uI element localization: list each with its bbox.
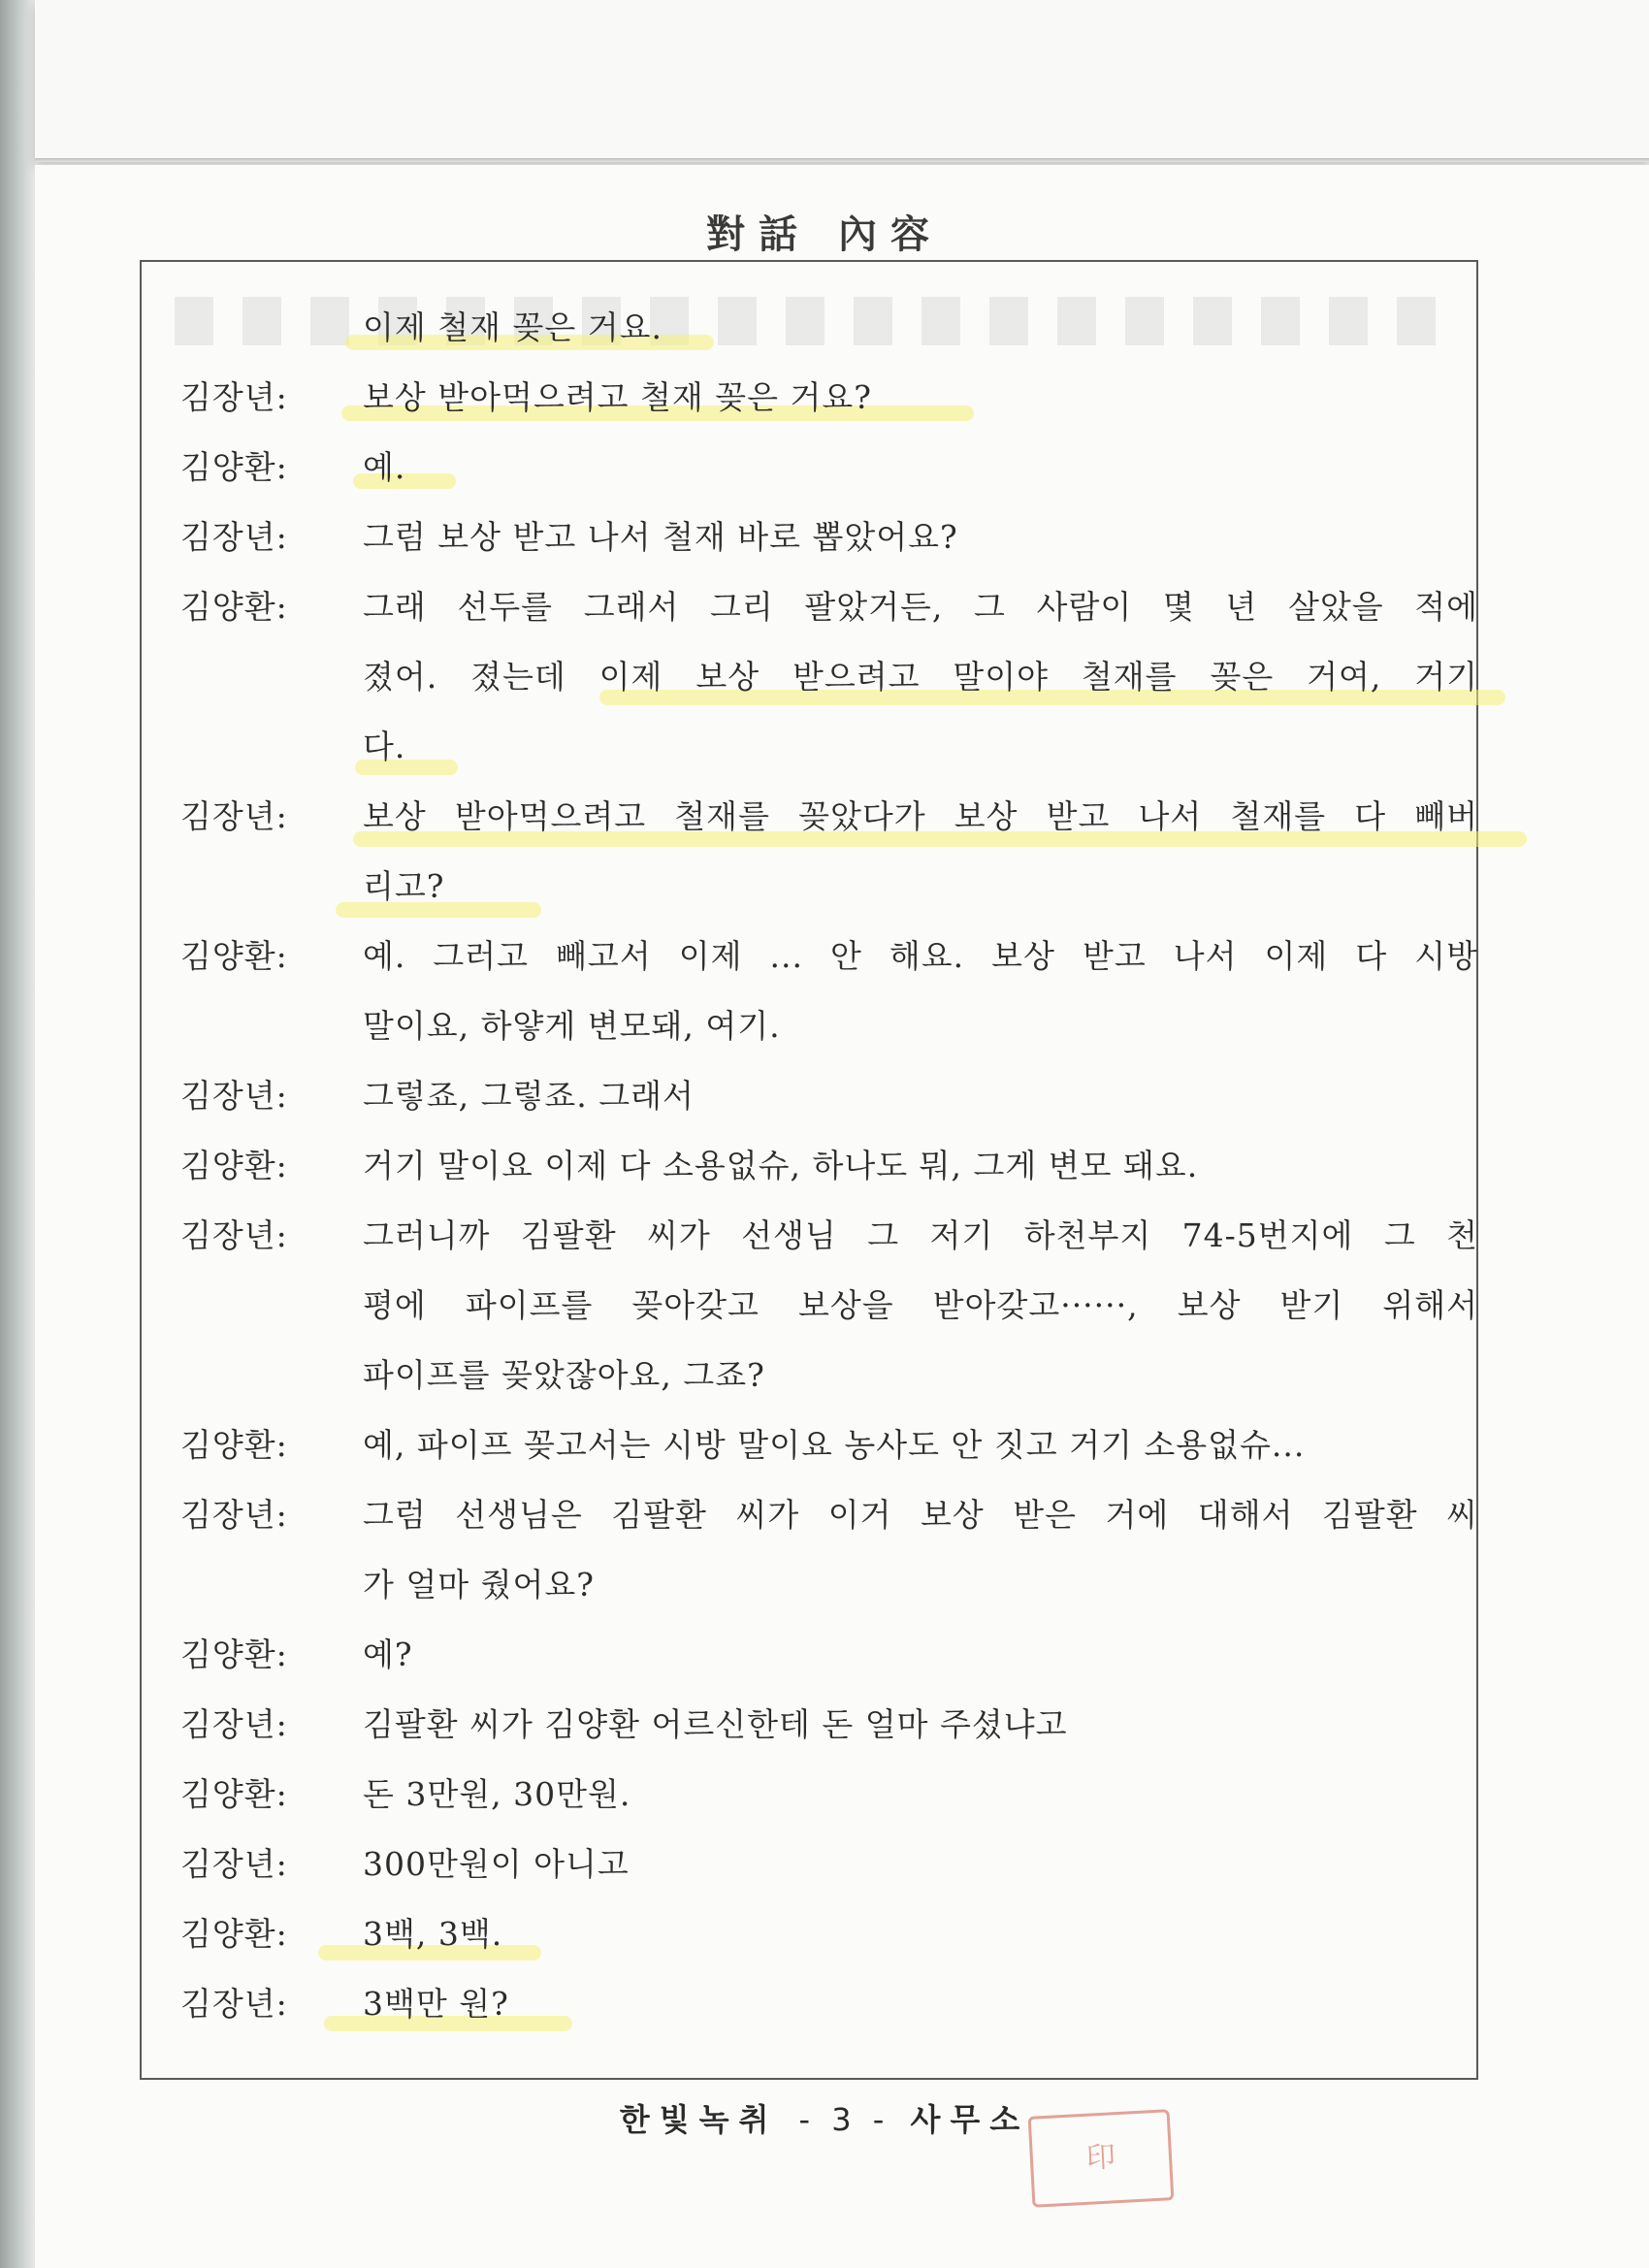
- dialogue-entry: [0, 1211, 1649, 1269]
- dialogue-line: 그럼 선생님은 김팔환 씨가 이거 보상 받은 거에 대해서 김팔환 씨: [363, 1496, 1478, 1534]
- dialogue-entry: [0, 1141, 1649, 1199]
- dialogue-line: 리고?: [363, 867, 445, 905]
- dialogue-line: 그래 선두를 그래서 그리 팔았거든, 그 사람이 몇 년 살았을 적에: [363, 588, 1478, 626]
- dialogue-line: 가 얼마 줬어요?: [363, 1566, 595, 1604]
- dialogue-entry: [0, 1490, 1649, 1548]
- dialogue-line: 예?: [363, 1636, 413, 1673]
- dialogue-entry: [0, 373, 1649, 431]
- speaker-label: 김양환:: [180, 1426, 288, 1464]
- dialogue-line: 이제 철재 꽂은 거요.: [363, 308, 663, 346]
- dialogue-line: 졌어. 졌는데 이제 보상 받으려고 말이야 철재를 꽂은 거여, 거기: [363, 658, 1478, 696]
- speaker-label: 김양환:: [180, 1775, 288, 1813]
- fold-line: [35, 158, 1649, 162]
- dialogue-line: 보상 받아먹으려고 철재 꽂은 거요?: [363, 378, 872, 416]
- speaker-label: 김장년:: [180, 1845, 288, 1883]
- dialogue-entry: [0, 512, 1649, 570]
- dialogue-entry: [0, 1700, 1649, 1758]
- dialogue-entry: [0, 1979, 1649, 2037]
- dialogue-entry: [0, 1769, 1649, 1828]
- speaker-label: 김양환:: [180, 448, 288, 486]
- dialogue-entry: [0, 1839, 1649, 1897]
- speaker-label: 김장년:: [180, 797, 288, 835]
- speaker-label: 김양환:: [180, 1636, 288, 1673]
- speaker-label: 김장년:: [180, 518, 288, 556]
- dialogue-line: 3백만 원?: [363, 1985, 509, 2023]
- page-footer: [0, 2095, 1649, 2140]
- dialogue-entry: [0, 1420, 1649, 1478]
- dialogue-entry: [0, 1071, 1649, 1129]
- dialogue-line: 그럼 보상 받고 나서 철재 바로 뽑았어요?: [363, 518, 958, 556]
- dialogue-line: 파이프를 꽂았잖아요, 그죠?: [363, 1356, 765, 1394]
- folded-top-sheet: [35, 0, 1649, 160]
- footer-office-name: 한빛녹취: [619, 2101, 779, 2138]
- dialogue-entry: [0, 792, 1649, 850]
- dialogue-line: 거기 말이요 이제 다 소용없슈, 하나도 뭐, 그게 변모 돼요.: [363, 1147, 1199, 1184]
- dialogue-continuation: [0, 1350, 1649, 1409]
- speaker-label: 김장년:: [180, 1985, 288, 2023]
- footer-office-suffix: 사무소: [910, 2101, 1030, 2138]
- speaker-label: 김장년:: [180, 1496, 288, 1534]
- dialogue-entry: [0, 1909, 1649, 1967]
- speaker-label: 김장년:: [180, 1216, 288, 1254]
- dialogue-continuation: [0, 861, 1649, 920]
- dialogue-line: 말이요, 하얗게 변모돼, 여기.: [363, 1007, 781, 1045]
- dialogue-continuation: [0, 722, 1649, 780]
- dialogue-line: 그러니까 김팔환 씨가 선생님 그 저기 하천부지 74-5번지에 그 천: [363, 1216, 1478, 1254]
- speaker-label: 김장년:: [180, 1705, 288, 1743]
- speaker-label: 김양환:: [180, 1147, 288, 1184]
- seal-stamp: 印: [1028, 2109, 1175, 2208]
- dialogue-entry: [0, 1630, 1649, 1688]
- dialogue-line: 보상 받아먹으려고 철재를 꽂았다가 보상 받고 나서 철재를 다 빼버: [363, 797, 1478, 835]
- dialogue-line: 예.: [363, 448, 406, 486]
- dialogue-line: 돈 3만원, 30만원.: [363, 1775, 631, 1813]
- dialogue-line: 3백, 3백.: [363, 1915, 503, 1953]
- dialogue-continuation: [0, 652, 1649, 710]
- dialogue-entry: [0, 442, 1649, 501]
- dialogue-continuation: [0, 1560, 1649, 1618]
- dialogue-line: 예. 그러고 빼고서 이제 ... 안 해요. 보상 받고 나서 이제 다 시방: [363, 937, 1478, 975]
- dialogue-line: 300만원이 아니고: [363, 1845, 630, 1883]
- speaker-label: 김양환:: [180, 937, 288, 975]
- page-number: - 3 -: [798, 2101, 890, 2138]
- dialogue-continuation: [0, 1280, 1649, 1339]
- dialogue-line: 그렇죠, 그렇죠. 그래서: [363, 1077, 695, 1115]
- dialogue-line: 평에 파이프를 꽂아갖고 보상을 받아갖고······, 보상 받기 위해서: [363, 1286, 1478, 1324]
- dialogue-entry: [0, 931, 1649, 989]
- dialogue-line: 다.: [363, 728, 406, 765]
- speaker-label: 김양환:: [180, 588, 288, 626]
- dialogue-continuation: [0, 1001, 1649, 1059]
- dialogue-line: 예, 파이프 꽂고서는 시방 말이요 농사도 안 짓고 거기 소용없슈...: [363, 1426, 1306, 1464]
- dialogue-entry: [0, 303, 1649, 361]
- dialogue-entry: [0, 582, 1649, 640]
- page-title: 對話 內容: [706, 211, 943, 257]
- speaker-label: 김장년:: [180, 1077, 288, 1115]
- speaker-label: 김양환:: [180, 1915, 288, 1953]
- speaker-label: 김장년:: [180, 378, 288, 416]
- dialogue-line: 김팔환 씨가 김양환 어르신한테 돈 얼마 주셨냐고: [363, 1705, 1068, 1743]
